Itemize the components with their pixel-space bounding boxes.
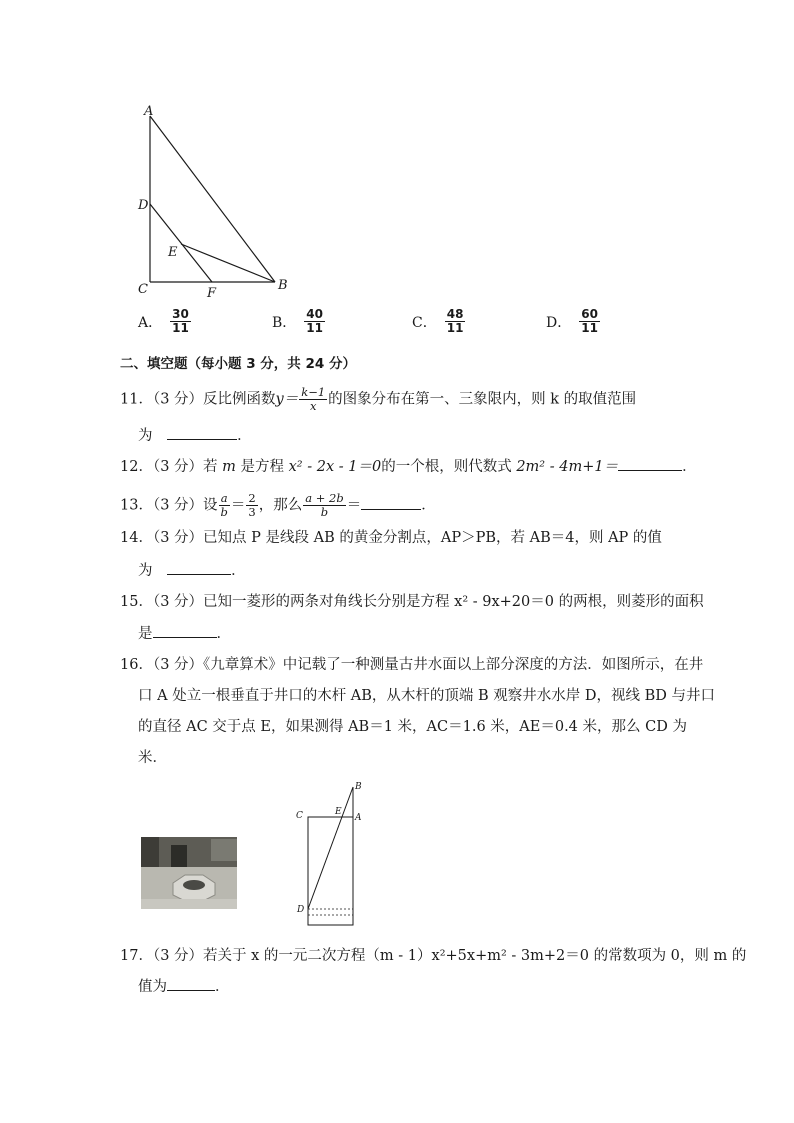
q15-answer-blank[interactable] xyxy=(153,623,217,638)
choice-c-value xyxy=(445,308,466,335)
q11-line2: 为 xyxy=(138,428,153,444)
choice-c-num: 48 xyxy=(446,307,464,321)
q12-expr: 2m² - 4m+1＝ xyxy=(516,459,619,475)
choice-d-letter: D． xyxy=(546,314,572,331)
well-diagram xyxy=(290,778,370,930)
q17-answer-blank[interactable] xyxy=(167,976,215,991)
q14-line2: 为 xyxy=(138,563,153,579)
q13-eq2: ＝ xyxy=(346,497,362,514)
label-D: D xyxy=(138,198,149,213)
choice-c-den: 11 xyxy=(446,321,464,335)
q15-line2: 是 xyxy=(138,626,153,642)
q13-f1-num: a xyxy=(220,491,228,505)
question-16-line4 xyxy=(138,748,167,768)
well-label-C: C xyxy=(296,811,303,821)
choice-b-value xyxy=(304,308,325,335)
choice-d-den: 11 xyxy=(581,321,598,335)
well-photo xyxy=(141,837,237,909)
q11-frac-num: k−1 xyxy=(301,385,326,399)
q13-mid: ，那么 xyxy=(258,497,303,514)
q12-text2: 的一个根，则代数式 xyxy=(381,459,512,475)
choice-b-letter: B． xyxy=(272,314,297,331)
q16-line2: 口 A 处立一根垂直于井口的木杆 AB，从木杆的顶端 B 观察井水水岸 D，视线 BD 与井口 xyxy=(138,688,716,704)
choice-d xyxy=(546,308,601,335)
q14-line1: 14．（3 分）已知点 P 是线段 AB 的黄金分割点，AP＞PB，若 AB＝4，则 AP 的值 xyxy=(120,530,662,546)
question-14-line2: 为 ． xyxy=(138,560,246,581)
question-14 xyxy=(120,528,662,548)
q16-line3: 的直径 AC 交于点 E，如果测得 AB＝1 米，AC＝1.6 米，AE＝0.4 米，那么 CD 为 xyxy=(138,719,687,735)
well-label-E: E xyxy=(335,807,342,817)
q13-fraction-a-b xyxy=(219,492,230,519)
question-11 xyxy=(120,386,636,413)
label-F: F xyxy=(207,286,217,301)
q13-f3-num: a + 2b xyxy=(305,491,344,505)
question-17-line2: 值为 ． xyxy=(138,976,230,997)
q11-prefix: 11．（3 分）反比例函数 xyxy=(120,391,276,408)
well-outline xyxy=(308,817,353,925)
q12-prefix: 12．（3 分）若 xyxy=(120,459,218,475)
q13-f2-num: 2 xyxy=(248,491,256,505)
choice-b xyxy=(272,308,326,335)
choice-c-letter: C． xyxy=(412,314,437,331)
q13-eq1: ＝ xyxy=(230,497,246,514)
well-label-A: A xyxy=(355,813,362,823)
label-C: C xyxy=(138,282,148,297)
question-11-line2: 为 ． xyxy=(138,425,252,446)
question-16 xyxy=(120,655,703,675)
q11-y-eq: y＝ xyxy=(275,391,299,408)
question-12: 12．（3 分）若 m 是方程 x² - 2x - 1＝0的一个根，则代数式 2m² - 4m+1＝ ． xyxy=(120,456,697,477)
choice-a-letter: A． xyxy=(138,314,163,331)
q13-f1-den: b xyxy=(220,505,228,519)
label-E: E xyxy=(168,245,178,260)
q13-fraction-expr xyxy=(303,492,345,519)
segment-DF xyxy=(150,204,212,282)
q15-line1: 15．（3 分）已知一菱形的两条对角线长分别是方程 x² - 9x+20＝0 的两根，则菱形的面积 xyxy=(120,594,704,610)
q13-f3-den: b xyxy=(320,505,329,519)
q16-line4: 米． xyxy=(138,750,167,766)
q16-line1: 16．（3 分）《九章算术》中记载了一种测量古井水面以上部分深度的方法．如图所示，在井 xyxy=(120,657,704,673)
question-13: 13．（3 分）设 $\frac{a}{b}$ ＝ $\frac{2}{3}$ ，那么 $\frac{a + 2b}{b}$ ＝ ． xyxy=(120,491,436,519)
question-15-line2: 是 ． xyxy=(138,623,231,644)
q17-line2: 值为 xyxy=(138,979,167,995)
choice-b-num: 40 xyxy=(306,307,323,321)
q12-middle: 是方程 xyxy=(240,459,285,475)
q13-prefix: 13．（3 分）设 xyxy=(120,497,218,514)
choice-c xyxy=(412,308,466,335)
choice-d-value xyxy=(579,308,600,335)
q13-fraction-2-3 xyxy=(246,492,257,519)
q12-answer-blank[interactable] xyxy=(618,456,682,471)
section-title: 二、填空题（每小题 3 分，共 24 分） xyxy=(120,356,356,372)
choice-a-num: 30 xyxy=(172,307,189,321)
question-16-line2 xyxy=(138,686,715,706)
q11-frac-den: x xyxy=(309,399,317,413)
question-16-line3 xyxy=(138,717,687,737)
q13-f2-den: 3 xyxy=(248,505,256,519)
choice-a-den: 11 xyxy=(172,321,189,335)
question-17 xyxy=(120,946,746,966)
sight-line-BD xyxy=(308,787,353,909)
choice-a xyxy=(138,308,192,335)
q11-answer-blank[interactable] xyxy=(167,425,237,440)
choice-a-value xyxy=(170,308,191,335)
triangle-figure xyxy=(130,100,300,305)
q12-var-m: m xyxy=(222,459,236,475)
q11-fraction xyxy=(299,386,327,413)
choice-d-num: 60 xyxy=(581,307,598,321)
well-label-B: B xyxy=(355,782,362,792)
well-photo-drawing xyxy=(141,837,237,909)
q13-answer-blank[interactable] xyxy=(361,495,421,510)
label-B: B xyxy=(278,278,288,293)
q11-suffix: 的图象分布在第一、三象限内，则 k 的取值范围 xyxy=(328,391,637,408)
well-label-D: D xyxy=(297,905,305,915)
q12-equation: x² - 2x - 1＝0 xyxy=(288,459,382,475)
q14-answer-blank[interactable] xyxy=(167,560,231,575)
label-A: A xyxy=(144,104,154,119)
q17-line1: 17．（3 分）若关于 x 的一元二次方程（m - 1）x²+5x+m² - 3m+2＝0 的常数项为 0，则 m 的 xyxy=(120,948,747,964)
choice-b-den: 11 xyxy=(306,321,323,335)
question-15 xyxy=(120,592,704,612)
